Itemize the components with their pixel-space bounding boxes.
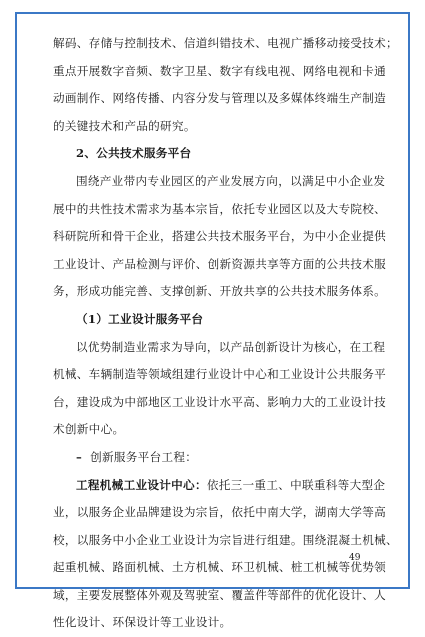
paragraph-line: 机械、车辆制造等领域组建行业设计中心和工业设计公共服务平 [53,367,387,382]
paragraph-line: 业，以服务企业品牌建设为宗旨，依托中南大学，湖南大学等高 [53,505,387,520]
lead-in-term: 工程机械工业设计中心： [76,477,207,492]
paragraph-line: 起重机械、路面机械、土方机械、环卫机械、桩工机械等优势领 [53,560,387,575]
paragraph-line: 校，以服务中小企业工业设计为宗旨进行组建。围绕混凝土机械、 [53,532,398,547]
section-heading: 2、公共技术服务平台 [76,146,192,161]
paragraph-line [53,472,386,500]
paragraph-line: 术创新中心。 [53,422,125,437]
bullet-mark: – [76,449,83,464]
page-content [53,30,398,637]
paragraph-line: 性化设计、环保设计等工业设计。 [53,615,232,630]
paragraph-line: 以优势制造业需求为导向，以产品创新设计为核心，在工程 [76,339,386,354]
paragraph-line: 围绕产业带内专业园区的产业发展方向，以满足中小企业发 [76,173,386,188]
paragraph-line: 重点开展数字音频、数字卫星、数字有线电视、网络电视和卡通 [53,63,387,78]
bullet-item [53,444,365,472]
paragraph-line: 解码、存储与控制技术、信道纠错技术、电视广播移动接受技术； [53,36,398,50]
bullet-text: 创新服务平台工程： [90,449,198,464]
paragraph-line: 的关键技术和产品的研究。 [53,118,196,133]
paragraph-line: 域，主要发展整体外观及驾驶室、覆盖件等部件的优化设计、人 [53,587,387,602]
paragraph-line: 务，形成功能完善、支撑创新、开放共享的公共技术服务体系。 [53,284,387,299]
paragraph-text: 依托三一重工、中联重科等大型企 [206,477,386,492]
paragraph-line: 展中的共性技术需求为基本宗旨，依托专业园区以及大专院校、 [53,201,387,216]
page-number: 49 [349,553,361,563]
paragraph-line: 动画制作、网络传播、内容分发与管理以及多媒体终端生产制造 [53,91,387,106]
paragraph-line: 科研院所和骨干企业，搭建公共技术服务平台，为中小企业提供 [53,229,387,244]
paragraph-line: 台，建设成为中部地区工业设计水平高、影响力大的工业设计技 [53,394,387,409]
subsection-heading: （1）工业设计服务平台 [76,311,204,326]
paragraph-line: 工业设计、产品检测与评价、创新资源共享等方面的公共技术服 [53,256,387,271]
